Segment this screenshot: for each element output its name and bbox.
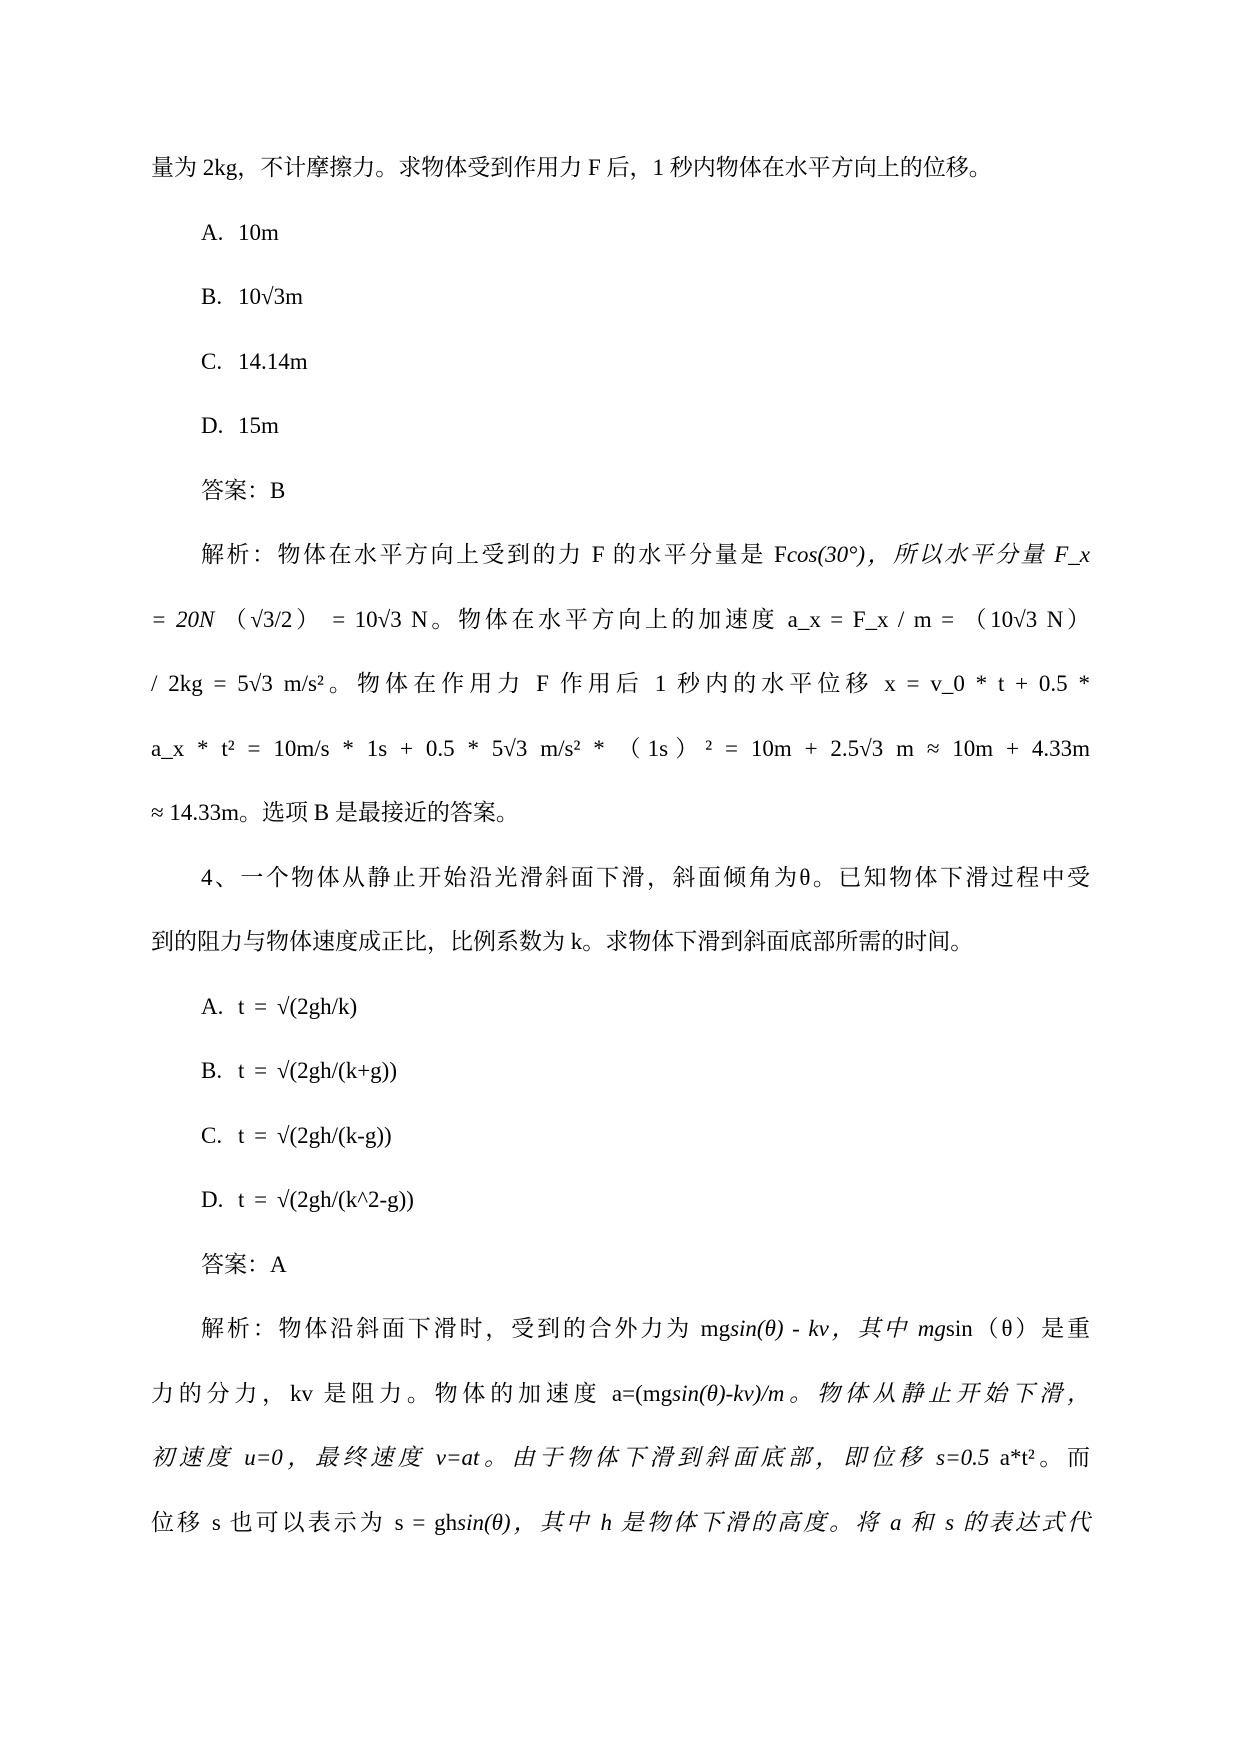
option-label: A. (201, 220, 224, 245)
italic-text-segment: sin(θ)，其中 h 是物体下滑的高度。将 a 和 s 的表达式代 (457, 1510, 1090, 1535)
option-label: B. (201, 1058, 223, 1083)
italic-text-segment: = 20N (151, 607, 215, 632)
option-label: B. (201, 284, 223, 309)
text-segment: a*t²。而 (989, 1445, 1090, 1470)
text-segment: 解析：物体在水平方向上受到的力 F 的水平分量是 F (201, 542, 787, 567)
q4-analysis-line-3 (151, 1443, 1090, 1473)
option-value: t = √(2gh/(k-g)) (238, 1123, 392, 1148)
text-segment: （√3/2） = 10√3 N。物体在水平方向上的加速度 a_x = F_x / m = （10√3 N） (214, 607, 1090, 632)
q4-analysis-line-2 (151, 1379, 1090, 1409)
option-value: 10m (238, 220, 279, 245)
italic-text-segment: cos(30°)，所以水平分量 F_x (786, 542, 1090, 567)
option-label: D. (201, 1187, 224, 1212)
q3-stem-line (151, 153, 992, 183)
q3-analysis-line-5 (151, 798, 519, 828)
text-segment: 解析：物体沿斜面下滑时，受到的合外力为 mg (201, 1316, 731, 1341)
stem-text: 4、一个物体从静止开始沿光滑斜面下滑，斜面倾角为θ。已知物体下滑过程中受 (201, 865, 1090, 890)
text-segment: ≈ 14.33m。选项 B 是最接近的答案。 (151, 800, 519, 825)
text-segment: 位移 s 也可以表示为 s = gh (151, 1510, 458, 1535)
q3-answer: 答案：B (201, 478, 286, 503)
italic-text-segment: sin(θ)-kv)/m。物体从静止开始下滑， (672, 1381, 1090, 1406)
italic-text-segment: 初速度 u=0，最终速度 v=at。由于物体下滑到斜面底部，即位移 s=0.5 (151, 1445, 990, 1470)
q3-analysis-line-2 (151, 605, 1090, 635)
option-value: 15m (238, 413, 279, 438)
q4-stem-line-1 (201, 863, 1090, 893)
option-value: t = √(2gh/(k^2-g)) (238, 1187, 414, 1212)
text-segment: a_x * t² = 10m/s * 1s + 0.5 * 5√3 m/s² * （1s）² = 10m + 2.5√3 m ≈ 10m + 4.33m (151, 736, 1090, 761)
q3-analysis-line-3 (151, 669, 1090, 699)
option-label: C. (201, 349, 223, 374)
option-label: D. (201, 413, 224, 438)
q4-answer: 答案：A (201, 1252, 287, 1277)
option-label: C. (201, 1123, 223, 1148)
option-value: 10√3m (238, 284, 304, 309)
stem-text: 到的阻力与物体速度成正比，比例系数为 k。求物体下滑到斜面底部所需的时间。 (151, 929, 974, 954)
italic-text-segment: sin(θ) - kv，其中 mg (730, 1316, 946, 1341)
text-segment: sin（θ）是重 (945, 1316, 1090, 1341)
q3-analysis-line-1 (201, 540, 1090, 570)
q4-analysis-line-1 (201, 1314, 1090, 1344)
q4-analysis-line-4 (151, 1508, 1090, 1538)
option-value: 14.14m (238, 349, 308, 374)
q4-stem-line-2 (151, 927, 973, 957)
text-segment: / 2kg = 5√3 m/s²。物体在作用力 F 作用后 1 秒内的水平位移 x = v_0 * t + 0.5 * (151, 671, 1090, 696)
option-value: t = √(2gh/k) (238, 994, 358, 1019)
option-label: A. (201, 994, 224, 1019)
stem-text: 量为 2kg，不计摩擦力。求物体受到作用力 F 后，1 秒内物体在水平方向上的位移。 (151, 155, 992, 180)
q3-analysis-line-4 (151, 734, 1090, 764)
text-segment: 力的分力，kv 是阻力。物体的加速度 a=(mg (151, 1381, 673, 1406)
option-value: t = √(2gh/(k+g)) (238, 1058, 397, 1083)
